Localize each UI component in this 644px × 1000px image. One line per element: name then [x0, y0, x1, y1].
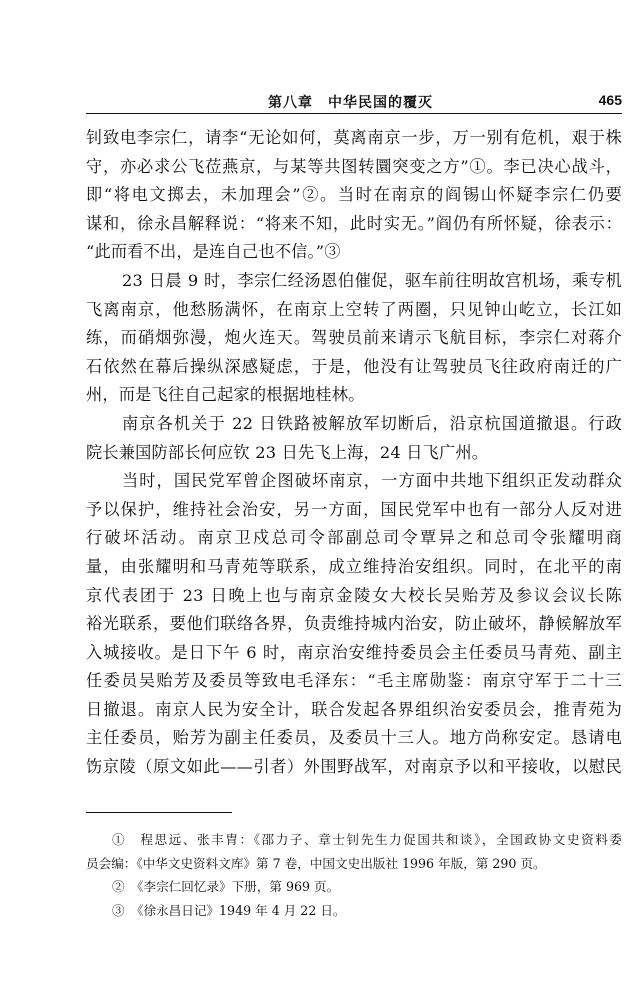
body-line: 谋和，徐永昌解释说：“将来不知，此时实无。”阎仍有所怀疑，徐表示：: [86, 213, 622, 233]
footnote-rule: [86, 812, 232, 813]
body-line: 练，而硝烟弥漫，炮火连天。驾驶员前来请示飞航目标，李宗仁对蒋介: [86, 328, 622, 348]
body-line: “此而看不出，是连自己也不信。”③: [86, 242, 341, 262]
body-line: 予以保护，维持社会治安，另一方面，国民党军中也有一部分人反对进: [86, 499, 622, 519]
body-line: 院长兼国防部长何应钦 23 日先飞上海，24 日飞广州。: [86, 442, 489, 462]
footnote-line: ① 程思远、张丰胄：《邵力子、章士钊先生力促国共和谈》，全国政协文史资料委: [112, 832, 622, 847]
body-line: 即“将电文掷去，未加理会”②。当时在南京的阎锡山怀疑李宗仁仍要: [86, 185, 622, 205]
body-line: 行破坏活动。南京卫戍总司令部副总司令覃异之和总司令张耀明商: [86, 528, 622, 548]
footnotes: [86, 828, 622, 922]
body-text: [86, 124, 622, 782]
body-line: 州，而是飞往自己起家的根据地桂林。: [86, 385, 365, 405]
body-line: 京代表团于 23 日晚上也与南京金陵女大校长吴贻芳及参议会议长陈: [86, 585, 622, 605]
body-line: 23 日晨 9 时，李宗仁经汤恩伯催促，驱车前往明故宫机场，乘专机: [122, 270, 622, 290]
footnote-line: 员会编：《中华文史资料文库》第 7 卷，中国文史出版社 1996 年版，第 290 页。: [86, 855, 546, 871]
body-line: 石依然在幕后操纵深感疑虑，于是，他没有让驾驶员飞往政府南迁的广: [86, 356, 622, 376]
body-line: 饬京陵（原文如此——引者）外围野战军，对南京予以和平接收，以慰民: [86, 757, 622, 777]
body-line: 裕光联系，要他们联络各界，负责维持城内治安，防止破坏，静候解放军: [86, 614, 622, 634]
body-line: 飞离南京，他愁肠满怀，在南京上空转了两圈，只见钟山屹立，长江如: [86, 299, 622, 319]
body-line: 入城接收。是日下午 6 时，南京治安维持委员会主任委员马青苑、副主: [86, 642, 622, 662]
footnote-line: ② 《李宗仁回忆录》下册，第 969 页。: [112, 879, 340, 895]
body-line: 任委员吴贻芳及委员等致电毛泽东：“毛主席勋鉴：南京守军于二十三: [86, 671, 622, 691]
body-line: 当时，国民党军曾企图破坏南京，一方面中共地下组织正发动群众: [122, 471, 622, 491]
body-line: 主任委员，贻芳为副主任委员，及委员十三人。地方尚称安定。恳请电: [86, 728, 622, 748]
header-rule: [86, 113, 622, 114]
page-header: [86, 92, 622, 114]
footnote-line: ③ 《徐永昌日记》1949 年 4 月 22 日。: [112, 902, 346, 918]
chapter-title: 第八章 中华民国的覆灭: [268, 95, 433, 111]
body-line: 日撤退。南京人民为安全计，联合发起各界组织治安委员会，推青苑为: [86, 699, 622, 719]
page-number: 465: [598, 92, 622, 108]
body-line: 守，亦必求公飞莅燕京，与某等共图转圜突变之方”①。李已决心战斗，: [86, 156, 622, 176]
body-line: 南京各机关于 22 日铁路被解放军切断后，沿京杭国道撤退。行政: [122, 413, 622, 433]
body-line: 钊致电李宗仁，请李“无论如何，莫离南京一步，万一别有危机，艰于株: [86, 128, 622, 147]
body-line: 量，由张耀明和马青苑等联系，成立维持治安组织。同时，在北平的南: [86, 556, 622, 576]
